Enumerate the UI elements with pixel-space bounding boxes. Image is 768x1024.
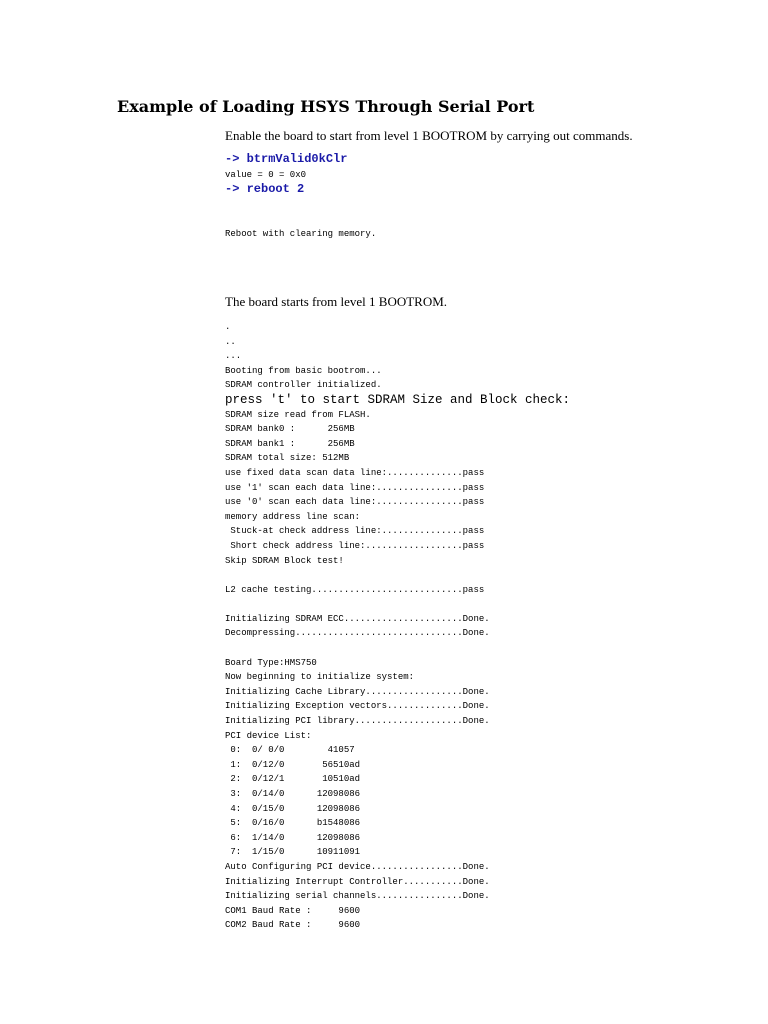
console-output: [225, 320, 570, 933]
console-line: Initializing Interrupt Controller...........Done.: [225, 876, 490, 887]
reboot-message: Reboot with clearing memory.: [225, 229, 377, 239]
console-line: 1: 0/12/0 56510ad: [225, 759, 361, 770]
console-line: use fixed data scan data line:..............pass: [225, 467, 485, 478]
value-output: value = 0 = 0x0: [225, 170, 307, 180]
document-title: Example of Loading HSYS Through Serial Port: [117, 97, 535, 116]
console-line: SDRAM total size: 512MB: [225, 453, 350, 464]
console-line: COM1 Baud Rate : 9600: [225, 905, 361, 916]
console-line: Stuck-at check address line:...............pass: [225, 526, 485, 537]
console-line: Initializing Exception vectors..............Done.: [225, 701, 490, 712]
console-line: Board Type:HMS750: [225, 657, 317, 668]
console-line: Initializing serial channels................Done.: [225, 891, 490, 902]
console-line: SDRAM bank1 : 256MB: [225, 438, 355, 449]
console-line: Booting from basic bootrom...: [225, 365, 382, 376]
console-line: Initializing PCI library....................Done.: [225, 716, 490, 727]
console-line: Initializing Cache Library..................Done.: [225, 686, 490, 697]
console-line: Now beginning to initialize system:: [225, 672, 415, 683]
console-line: SDRAM controller initialized.: [225, 380, 382, 391]
console-line: memory address line scan:: [225, 511, 361, 522]
console-line: 5: 0/16/0 b1548086: [225, 818, 361, 829]
console-line: 0: 0/ 0/0 41057: [225, 745, 355, 756]
console-line: Decompressing...............................Done.: [225, 628, 490, 639]
console-line: 3: 0/14/0 12098086: [225, 789, 361, 799]
console-line: ...: [225, 351, 242, 362]
console-line: SDRAM size read from FLASH.: [225, 409, 371, 420]
console-line: press 't' to start SDRAM Size and Block check:: [225, 392, 571, 407]
console-line: PCI device List:: [225, 730, 312, 741]
console-line: .: [225, 322, 231, 332]
console-line: ..: [225, 336, 236, 347]
command-btrm-valid: -> btrmValid0kClr: [225, 152, 348, 166]
console-line: Auto Configuring PCI device.................Done.: [225, 861, 490, 872]
console-line: SDRAM bank0 : 256MB: [225, 424, 355, 435]
console-line: use '0' scan each data line:................pass: [225, 497, 485, 508]
console-line: L2 cache testing............................pass: [225, 584, 485, 595]
console-line: Short check address line:..................pass: [225, 540, 485, 551]
console-line: Skip SDRAM Block test!: [225, 555, 344, 566]
console-line: use '1' scan each data line:................pass: [225, 482, 485, 493]
console-line: COM2 Baud Rate : 9600: [225, 920, 361, 931]
console-line: 2: 0/12/1 10510ad: [225, 774, 361, 785]
console-line: Initializing SDRAM ECC......................Done.: [225, 613, 490, 624]
intro-paragraph: Enable the board to start from level 1 BOOTROM by carrying out commands.: [225, 128, 633, 143]
console-line: [225, 597, 570, 612]
command-reboot: -> reboot 2: [225, 182, 305, 196]
console-line: [225, 641, 570, 656]
console-line: 7: 1/15/0 10911091: [225, 847, 361, 858]
console-line: [225, 568, 570, 583]
console-line: 6: 1/14/0 12098086: [225, 832, 361, 843]
console-line: 4: 0/15/0 12098086: [225, 803, 361, 814]
level-paragraph: The board starts from level 1 BOOTROM.: [225, 294, 448, 309]
